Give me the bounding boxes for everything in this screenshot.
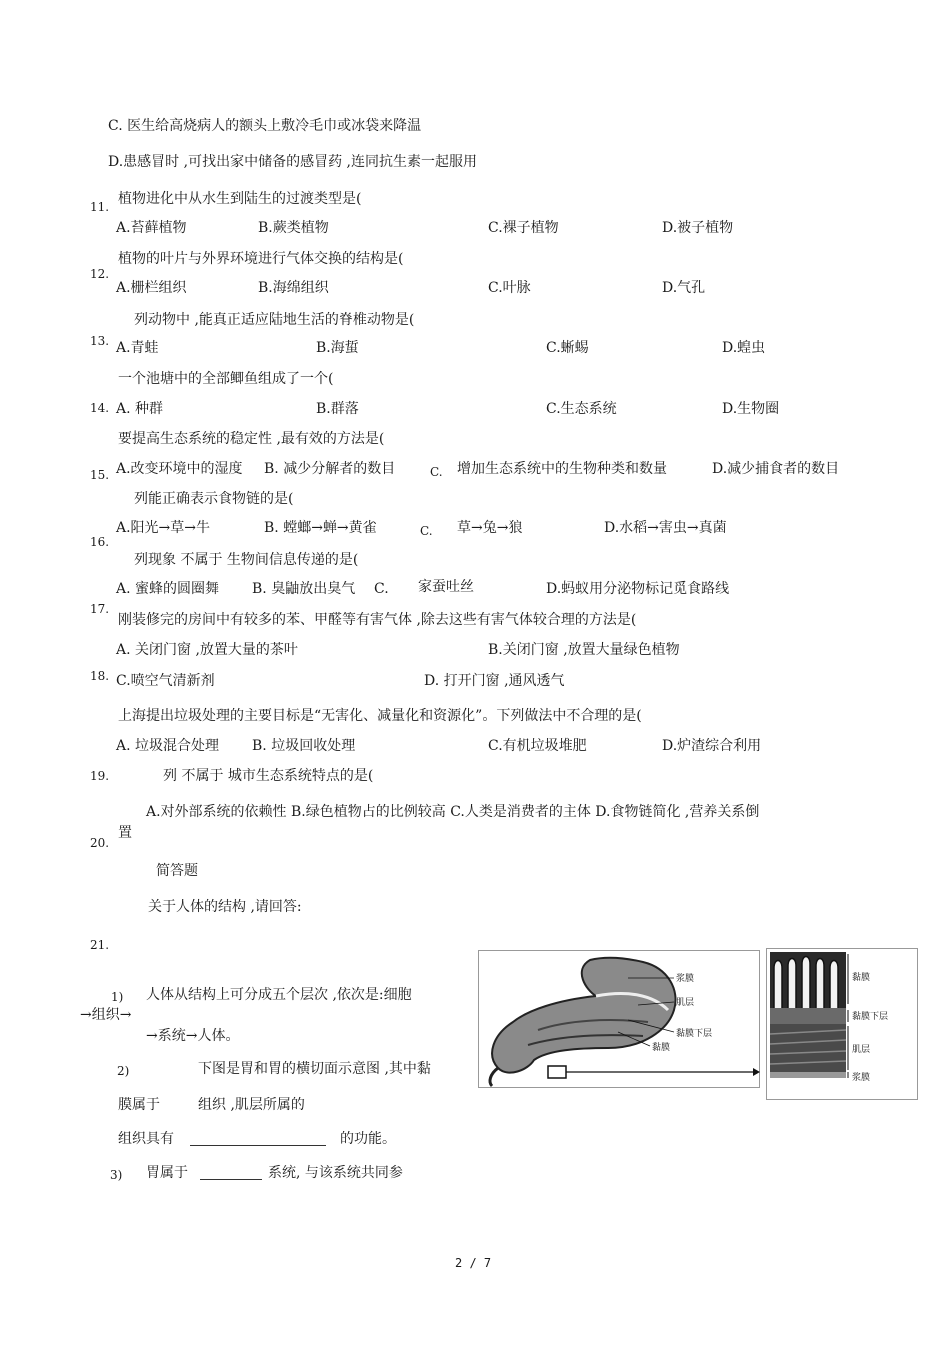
section-label: 黏膜下层: [852, 1012, 889, 1022]
question-number: 12.: [90, 267, 110, 281]
option-d: D.炉渣综合利用: [662, 738, 762, 754]
option-c: 增加生态系统中的生物种类和数量: [457, 461, 667, 477]
question-stem: 上海提出垃圾处理的主要目标是“无害化、减量化和资源化”。下列做法中不合理的是(: [118, 708, 642, 724]
option-c: C.蜥蜴: [546, 340, 589, 356]
option-c-letter: C.: [420, 524, 433, 538]
question-stem: 关于人体的结构 ,请回答:: [148, 899, 302, 915]
question-stem: 刚装修完的房间中有较多的苯、甲醛等有害气体 ,除去这些有害气体较合理的方法是(: [118, 612, 637, 628]
question-number: 18.: [90, 669, 110, 683]
stomach-label: 浆膜: [676, 974, 695, 984]
option-a: A.苔藓植物: [116, 220, 187, 236]
option-d: D.生物圈: [722, 401, 780, 417]
sub-number: 1): [111, 990, 124, 1004]
option-a: A. 种群: [116, 401, 164, 417]
question-number: 11.: [90, 200, 110, 214]
page-number: 2 / 7: [455, 1256, 492, 1270]
question-stem: 一个池塘中的全部鲫鱼组成了一个(: [118, 371, 334, 387]
section-label: 浆膜: [852, 1073, 871, 1083]
sub-question-text: 胃属于: [146, 1165, 188, 1181]
option-c: C.生态系统: [546, 401, 617, 417]
question-stem: 要提高生态系统的稳定性 ,最有效的方法是(: [118, 431, 385, 447]
answer-blank[interactable]: [200, 1179, 262, 1180]
option-c: C.裸子植物: [488, 220, 559, 236]
option-d: D.蝗虫: [722, 340, 766, 356]
option-d: D.气孔: [662, 280, 706, 296]
sub-number: 3): [110, 1168, 123, 1182]
question-number: 19.: [90, 769, 110, 783]
question-number: 17.: [90, 602, 110, 616]
option-a: A. 关闭门窗 ,放置大量的茶叶: [116, 642, 298, 658]
question-stem: 列动物中 ,能真正适应陆地生活的脊椎动物是(: [134, 312, 415, 328]
sub-question-text: →组织→: [80, 1007, 132, 1023]
option-d: D.被子植物: [662, 220, 734, 236]
option-a: A.青蛙: [116, 340, 159, 356]
option-a: A.栅栏组织: [116, 280, 187, 296]
option-a: A. 蜜蜂的圆圈舞: [116, 581, 220, 597]
sub-question-text: 组织具有: [118, 1131, 174, 1147]
question-number: 14.: [90, 401, 110, 415]
sub-number: 2): [117, 1064, 130, 1078]
question-stem: 列能正确表示食物链的是(: [134, 491, 294, 507]
sub-question-text: 的功能。: [340, 1131, 396, 1147]
question-options-continued: 置: [118, 825, 132, 841]
sub-question-text: 人体从结构上可分成五个层次 ,依次是:细胞: [146, 987, 412, 1003]
question-number: 16.: [90, 535, 110, 549]
question-options: A.对外部系统的依赖性 B.绿色植物占的比例较高 C.人类是消费者的主体 D.食物链简化 ,营养关系倒: [146, 804, 760, 820]
option-b: B.群落: [316, 401, 359, 417]
option-d: D.减少捕食者的数目: [712, 461, 840, 477]
sub-question-text: 下图是胃和胃的横切面示意图 ,其中黏: [198, 1061, 431, 1077]
sub-question-text: 膜属于: [118, 1097, 160, 1113]
option-c: C.叶脉: [488, 280, 531, 296]
question-stem: 列现象 不属于 生物间信息传递的是(: [134, 552, 359, 568]
option-b: B.海绵组织: [258, 280, 329, 296]
option-c: 家蚕吐丝: [418, 579, 474, 595]
question-stem: 植物进化中从水生到陆生的过渡类型是(: [118, 191, 362, 207]
section-label: 黏膜: [852, 973, 871, 983]
answer-blank[interactable]: [190, 1145, 326, 1146]
option-b: B. 减少分解者的数目: [264, 461, 396, 477]
question-stem: 植物的叶片与外界环境进行气体交换的结构是(: [118, 251, 404, 267]
option-c: C.喷空气清新剂: [116, 673, 215, 689]
sub-question-text: 组织 ,肌层所属的: [198, 1097, 305, 1113]
stomach-label: 黏膜: [652, 1043, 671, 1053]
option-c: 草→兔→狼: [457, 520, 523, 536]
q10-option-d: D.患感冒时 ,可找出家中储备的感冒药 ,连同抗生素一起服用: [108, 154, 477, 170]
option-a: A.改变环境中的湿度: [116, 461, 243, 477]
question-number: 13.: [90, 334, 110, 348]
q10-option-c: C. 医生给高烧病人的额头上敷冷毛巾或冰袋来降温: [108, 118, 422, 134]
question-number: 20.: [90, 836, 110, 850]
option-d: D.水稻→害虫→真菌: [604, 520, 727, 536]
stomach-label: 肌层: [676, 998, 695, 1008]
question-number: 15.: [90, 468, 110, 482]
option-c-letter: C.: [430, 465, 443, 479]
option-d: D. 打开门窗 ,通风透气: [424, 673, 565, 689]
option-b: B.关闭门窗 ,放置大量绿色植物: [488, 642, 680, 658]
stomach-label: 黏膜下层: [676, 1029, 713, 1039]
option-d: D.蚂蚁用分泌物标记觅食路线: [546, 581, 730, 597]
option-a: A.阳光→草→牛: [116, 520, 211, 536]
option-c-letter: C.: [374, 581, 389, 597]
option-b: B.蕨类植物: [258, 220, 329, 236]
option-b: B. 臭鼬放出臭气: [252, 581, 356, 597]
stomach-diagram: [478, 950, 760, 1088]
option-c: C.有机垃圾堆肥: [488, 738, 587, 754]
option-b: B.海蜇: [316, 340, 359, 356]
question-stem: 列 不属于 城市生态系统特点的是(: [163, 768, 374, 784]
option-b: B. 垃圾回收处理: [252, 738, 356, 754]
stomach-cross-section-diagram: [766, 948, 918, 1100]
sub-question-text: →系统→人体。: [146, 1028, 240, 1044]
option-b: B. 螳螂→蝉→黄雀: [264, 520, 377, 536]
section-heading: 简答题: [156, 863, 198, 879]
sub-question-text: 系统, 与该系统共同参: [268, 1165, 403, 1181]
option-a: A. 垃圾混合处理: [116, 738, 220, 754]
question-number: 21.: [90, 938, 110, 952]
section-label: 肌层: [852, 1045, 871, 1055]
